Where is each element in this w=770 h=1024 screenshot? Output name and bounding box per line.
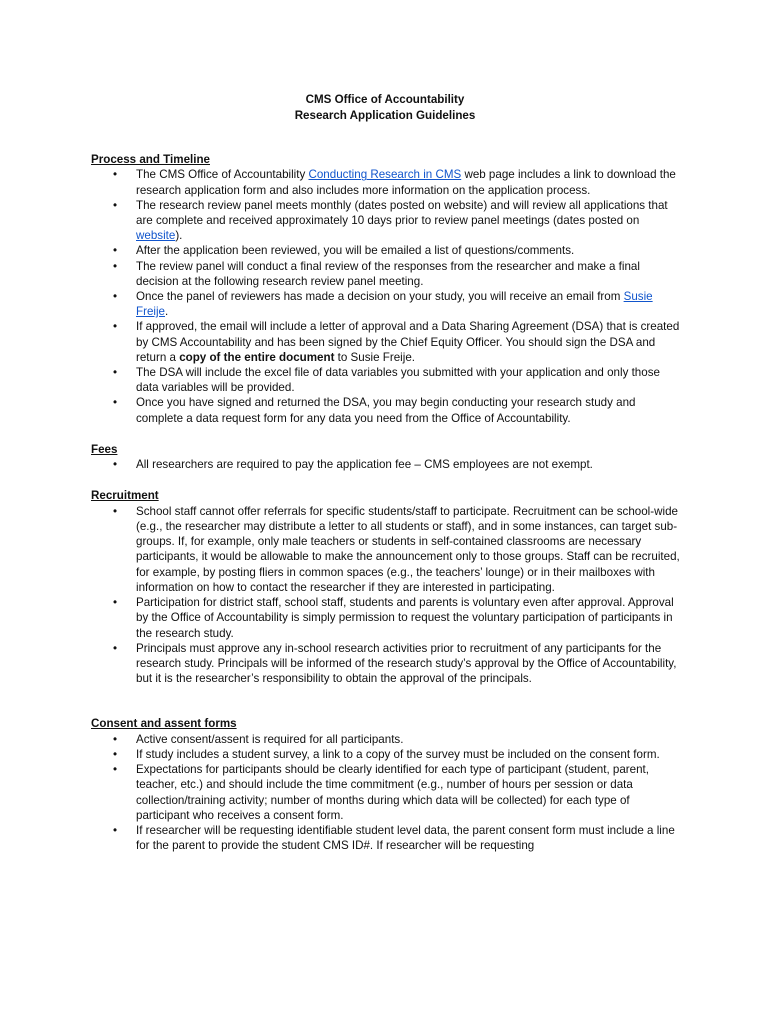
- bullet-icon: •: [113, 259, 118, 273]
- list-item: • All researchers are required to pay the application fee – CMS employees are not exempt.: [113, 458, 593, 472]
- conducting-research-link[interactable]: Conducting Research in CMS: [308, 168, 462, 182]
- bullet-icon: •: [113, 747, 118, 761]
- section-heading-consent: Consent and assent forms: [91, 717, 237, 731]
- list-item: • Once the panel of reviewers has made a decision on your study, you will receive an email from Susie Freije.: [113, 290, 653, 319]
- list-item: • School staff cannot offer referrals for specific students/staff to participate. Recruitment can be school-wide (e.g., the researcher may distribute a letter to all students or staff), and in some instances, can target sub-groups. If, for example, only male teachers or students in self-contained classrooms are necessary participants, it would be allowable to make the announcement only to those groups. Staff can be recruited, for example, by posting fliers in common spaces (e.g., the teachers’ lounge) or in their mailboxes with information on how to contact the researcher if they are interested in participating.: [113, 504, 680, 594]
- section-recruitment: [91, 488, 770, 686]
- bullet-icon: •: [113, 823, 118, 837]
- bullet-icon: •: [113, 504, 118, 518]
- list-item: • If approved, the email will include a letter of approval and a Data Sharing Agreement (DSA) that is created by CMS Accountability and has been signed by the Chief Equity Officer. You should sign the DSA and return a copy of the entire document to Susie Freije.: [113, 320, 680, 364]
- list-item: • The research review panel meets monthly (dates posted on website) and will review all applications that are complete and received approximately 10 days prior to review panel meetings (dates posted on website).: [113, 198, 668, 243]
- title-line-1: CMS Office of Accountability: [305, 93, 465, 106]
- title-line-2: Research Application Guidelines: [294, 108, 476, 122]
- bullet-icon: •: [113, 366, 118, 380]
- bullet-icon: •: [113, 596, 118, 610]
- section-process: [91, 152, 770, 426]
- bullet-icon: •: [113, 290, 118, 304]
- section-fees: [91, 442, 770, 473]
- bold-text: copy of the entire document: [179, 350, 335, 364]
- list-item: • The DSA will include the excel file of data variables you submitted with your application and only those data variables will be provided.: [113, 366, 660, 395]
- list-item: • The review panel will conduct a final review of the responses from the researcher and make a final decision at the following research review panel meeting.: [113, 259, 640, 288]
- list-item: • Participation for district staff, school staff, students and parents is voluntary even after approval. Approval by the Office of Accountability is simply permission to request the voluntary participation of participants in the research study.: [113, 596, 674, 640]
- bullet-icon: •: [113, 732, 118, 746]
- list-item: • Principals must approve any in-school research activities prior to recruitment of any participants for the research study. Principals will be informed of the research study’s approval by the Office of Accountability, but it is the researcher’s responsibility to obtain the approval of the principals.: [113, 641, 677, 686]
- bullet-icon: •: [113, 458, 118, 472]
- list-item: • If study includes a student survey, a link to a copy of the survey must be included on the consent form.: [113, 747, 660, 761]
- bullet-icon: •: [113, 396, 118, 410]
- list-item: • After the application been reviewed, you will be emailed a list of questions/comments.: [113, 244, 575, 258]
- list-item: • If researcher will be requesting identifiable student level data, the parent consent form must include a line for the parent to provide the student CMS ID#. If researcher will be requesting: [113, 823, 675, 853]
- bullet-icon: •: [113, 168, 118, 182]
- bullet-icon: •: [113, 320, 118, 334]
- document-title: [0, 92, 770, 123]
- bullet-icon: •: [113, 763, 118, 777]
- bullet-icon: •: [113, 198, 118, 212]
- section-heading-recruitment: Recruitment: [91, 489, 159, 503]
- list-item: • The CMS Office of Accountability Conducting Research in CMS web page includes a link to download the research application form and also includes more information on the application process.: [113, 168, 676, 197]
- list-item: • Active consent/assent is required for all participants.: [113, 732, 404, 746]
- website-link[interactable]: website: [136, 229, 176, 243]
- bullet-icon: •: [113, 244, 118, 258]
- section-heading-process: Process and Timeline: [91, 153, 210, 166]
- section-heading-fees: Fees: [91, 442, 118, 456]
- list-item: • Once you have signed and returned the DSA, you may begin conducting your research study and complete a data request form for any data you need from the Office of Accountability.: [113, 396, 636, 425]
- list-item: • Expectations for participants should be clearly identified for each type of participant (student, parent, teacher, etc.) and should include the time commitment (e.g., number of hours per session or data collection/training activity; number of months during which data will be collected) for each type of participant who receives a consent form.: [113, 763, 649, 822]
- bullet-icon: •: [113, 641, 118, 655]
- susie-freije-email-link[interactable]: Susie Freije: [136, 290, 653, 319]
- section-consent: [91, 716, 770, 853]
